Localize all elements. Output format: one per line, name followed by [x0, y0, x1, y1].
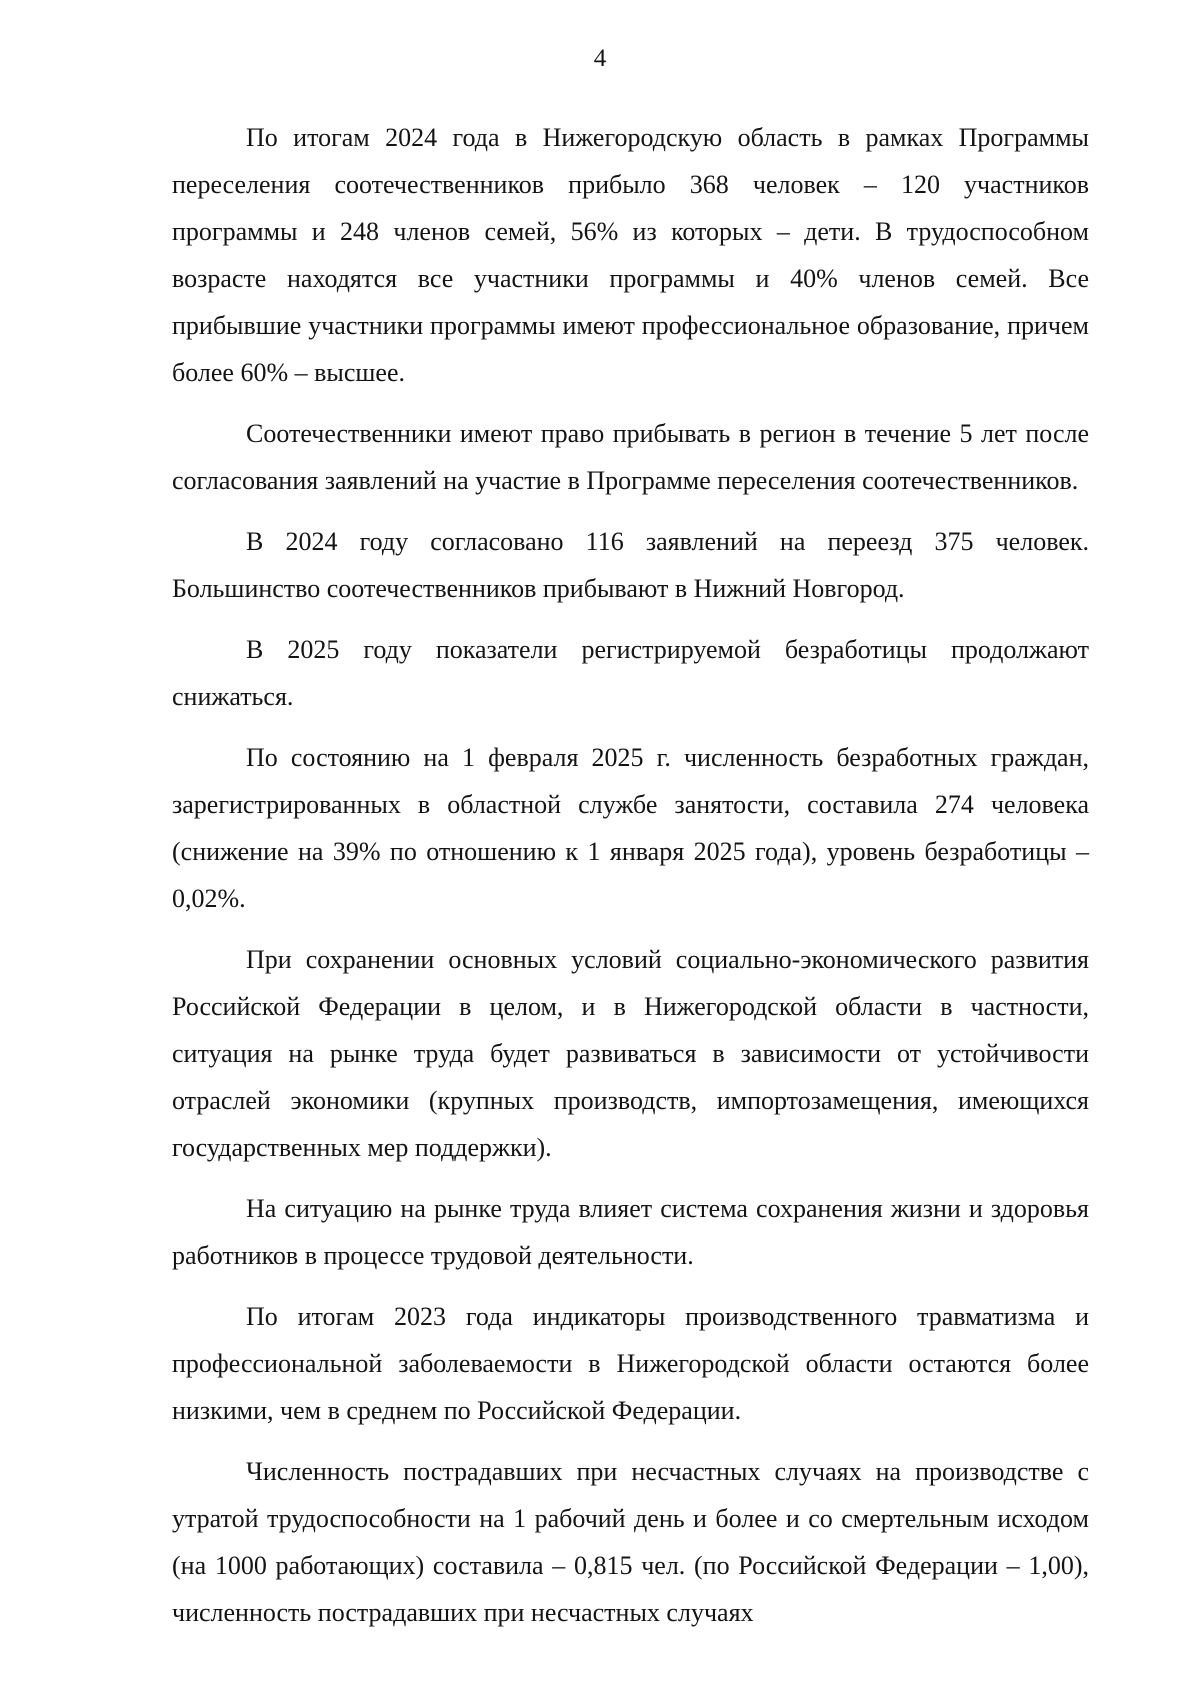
paragraph-unemployment-trend: В 2025 году показатели регистрируемой безработицы продолжают снижаться.	[172, 635, 1089, 711]
paragraph-resettlement-results: По итогам 2024 года в Нижегородскую область в рамках Программы переселения соотечественников прибыло 368 человек – 120 участников программы и 248 членов семей, 56% из которых – дети. В трудоспособном возрасте находятся все участники программы и 40% членов семей. Все прибывшие участники программы имеют профессиональное образование, причем более 60% – высшее.	[172, 123, 1089, 387]
paragraph-labor-market-outlook: При сохранении основных условий социально-экономического развития Российской Федерации в целом, и в Нижегородской области в частности, ситуация на рынке труда будет развиваться в зависимости от устойчивости отраслей экономики (крупных производств, импортозамещения, имеющихся государственных мер поддержки).	[172, 945, 1089, 1162]
paragraph-injury-indicators: По итогам 2023 года индикаторы производственного травматизма и профессиональной заболеваемости в Нижегородской области остаются более низкими, чем в среднем по Российской Федерации.	[172, 1302, 1089, 1425]
paragraph-applications-2024: В 2024 году согласовано 116 заявлений на переезд 375 человек. Большинство соотечественников прибывают в Нижний Новгород.	[172, 527, 1089, 603]
page-number: 4	[593, 45, 607, 72]
document-body	[172, 114, 1089, 1650]
paragraph-occupational-safety: На ситуацию на рынке труда влияет система сохранения жизни и здоровья работников в процессе трудовой деятельности.	[172, 1194, 1089, 1270]
paragraph-arrival-rights: Соотечественники имеют право прибывать в регион в течение 5 лет после согласования заявлений на участие в Программе переселения соотечественников.	[172, 419, 1089, 495]
paragraph-accident-statistics: Численность пострадавших при несчастных случаях на производстве с утратой трудоспособности на 1 рабочий день и более и со смертельным исходом (на 1000 работающих) составила – 0,815 чел. (по Российской Федерации – 1,00), численность пострадавших при несчастных случаях	[172, 1457, 1089, 1627]
paragraph-unemployment-february: По состоянию на 1 февраля 2025 г. численность безработных граждан, зарегистрированных в областной службе занятости, составила 274 человека (снижение на 39% по отношению к 1 января 2025 года), уровень безработицы – 0,02%.	[172, 743, 1089, 913]
